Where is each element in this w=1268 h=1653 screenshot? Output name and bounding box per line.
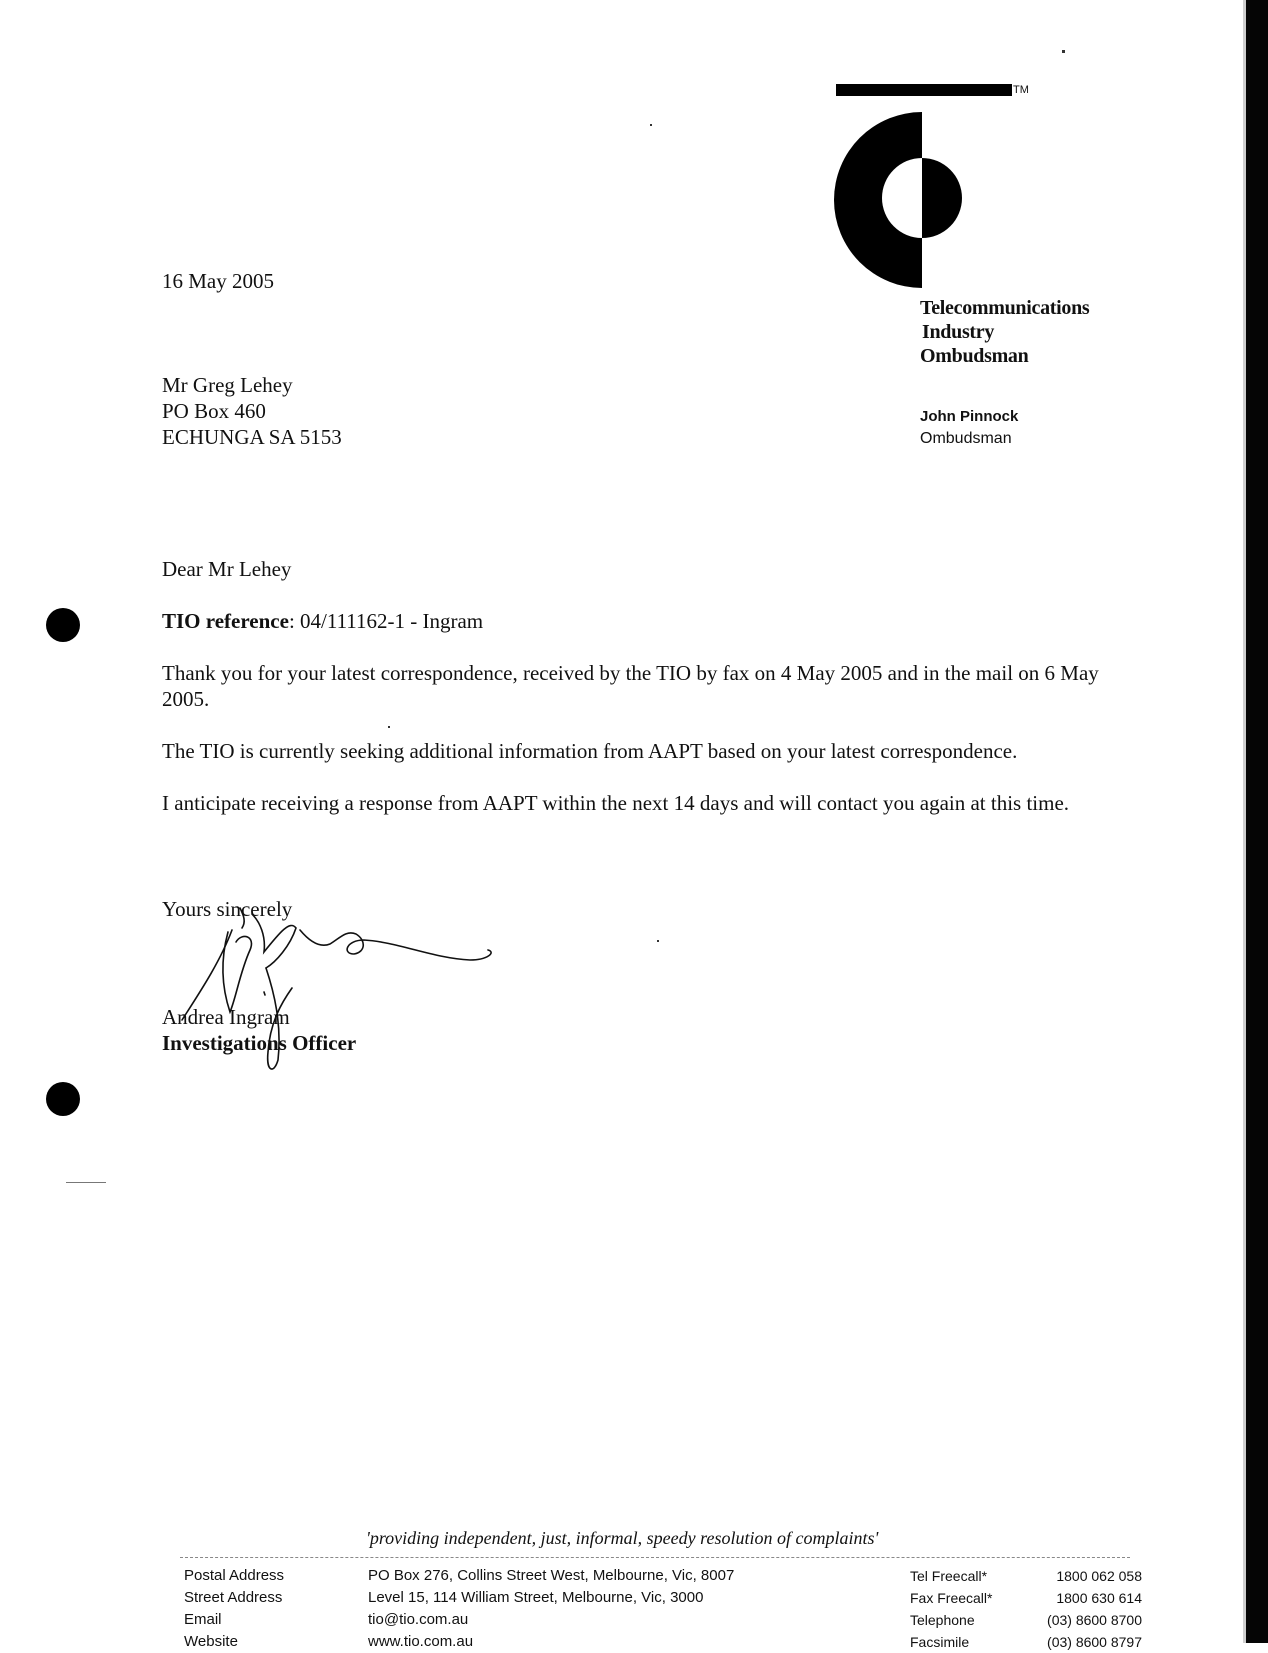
scan-edge-shadow [1243, 0, 1246, 1643]
footer-label-street: Street Address [184, 1589, 283, 1606]
footer-value-website: www.tio.com.au [368, 1633, 474, 1650]
salutation: Dear Mr Lehey [162, 557, 292, 581]
footer-contact-value-facsimile: (03) 8600 8797 [1047, 1634, 1142, 1650]
org-name-line3: Ombudsman [920, 345, 1029, 367]
recipient-address-line1: PO Box 460 [162, 399, 266, 423]
closing: Yours sincerely [162, 897, 293, 921]
org-name-line1: Telecommunications [920, 297, 1090, 319]
tio-reference-value: : 04/111162-1 - Ingram [288, 609, 484, 633]
paragraph-2: The TIO is currently seeking additional information from AAPT based on your latest correspondence. [162, 739, 1018, 763]
tio-reference [162, 608, 483, 634]
org-name-line2: Industry [922, 321, 995, 343]
footer-divider [180, 1557, 1130, 1558]
footer-contact-label-fax-freecall: Fax Freecall* [910, 1590, 993, 1606]
footer-contact-label-telephone: Telephone [910, 1612, 975, 1628]
footer-value-email: tio@tio.com.au [368, 1611, 469, 1628]
footer-label-email: Email [184, 1611, 222, 1628]
footer-label-website: Website [184, 1633, 238, 1650]
footer-tagline: 'providing independent, just, informal, speedy resolution of complaints' [366, 1528, 879, 1548]
footer-value-street: Level 15, 114 William Street, Melbourne, Vic, 3000 [368, 1589, 704, 1606]
scan-edge [1246, 0, 1268, 1643]
recipient-name: Mr Greg Lehey [162, 373, 293, 397]
footer-contact-label-tel-freecall: Tel Freecall* [910, 1568, 988, 1584]
punch-hole-top [46, 608, 80, 642]
trademark-symbol: TM [1013, 84, 1029, 96]
paragraph-1: Thank you for your latest correspondence, received by the TIO by fax on 4 May 2005 and in the mail on 6 May 2005. [162, 661, 1099, 711]
footer-contact-value-tel-freecall: 1800 062 058 [1056, 1568, 1142, 1584]
punch-hole-bottom [46, 1082, 80, 1116]
signatory-title: Investigations Officer [162, 1031, 357, 1055]
letter-date: 16 May 2005 [162, 269, 274, 293]
footer-contact-value-telephone: (03) 8600 8700 [1047, 1612, 1142, 1628]
ombudsman-title: Ombudsman [920, 430, 1012, 447]
tio-logo-icon [834, 112, 964, 292]
ombudsman-name: John Pinnock [920, 408, 1019, 425]
signatory-name: Andrea Ingram [162, 1005, 290, 1029]
footer-value-postal: PO Box 276, Collins Street West, Melbourne, Vic, 8007 [368, 1567, 735, 1584]
footer-contact-value-fax-freecall: 1800 630 614 [1056, 1590, 1142, 1606]
footer-contact-label-facsimile: Facsimile [910, 1634, 970, 1650]
logo-bar [836, 84, 1012, 96]
paragraph-3: I anticipate receiving a response from AAPT within the next 14 days and will contact you again at this time. [162, 791, 1070, 815]
tio-reference-label: TIO reference [162, 609, 289, 633]
recipient-address-line2: ECHUNGA SA 5153 [162, 425, 342, 449]
footer-label-postal: Postal Address [184, 1567, 285, 1584]
